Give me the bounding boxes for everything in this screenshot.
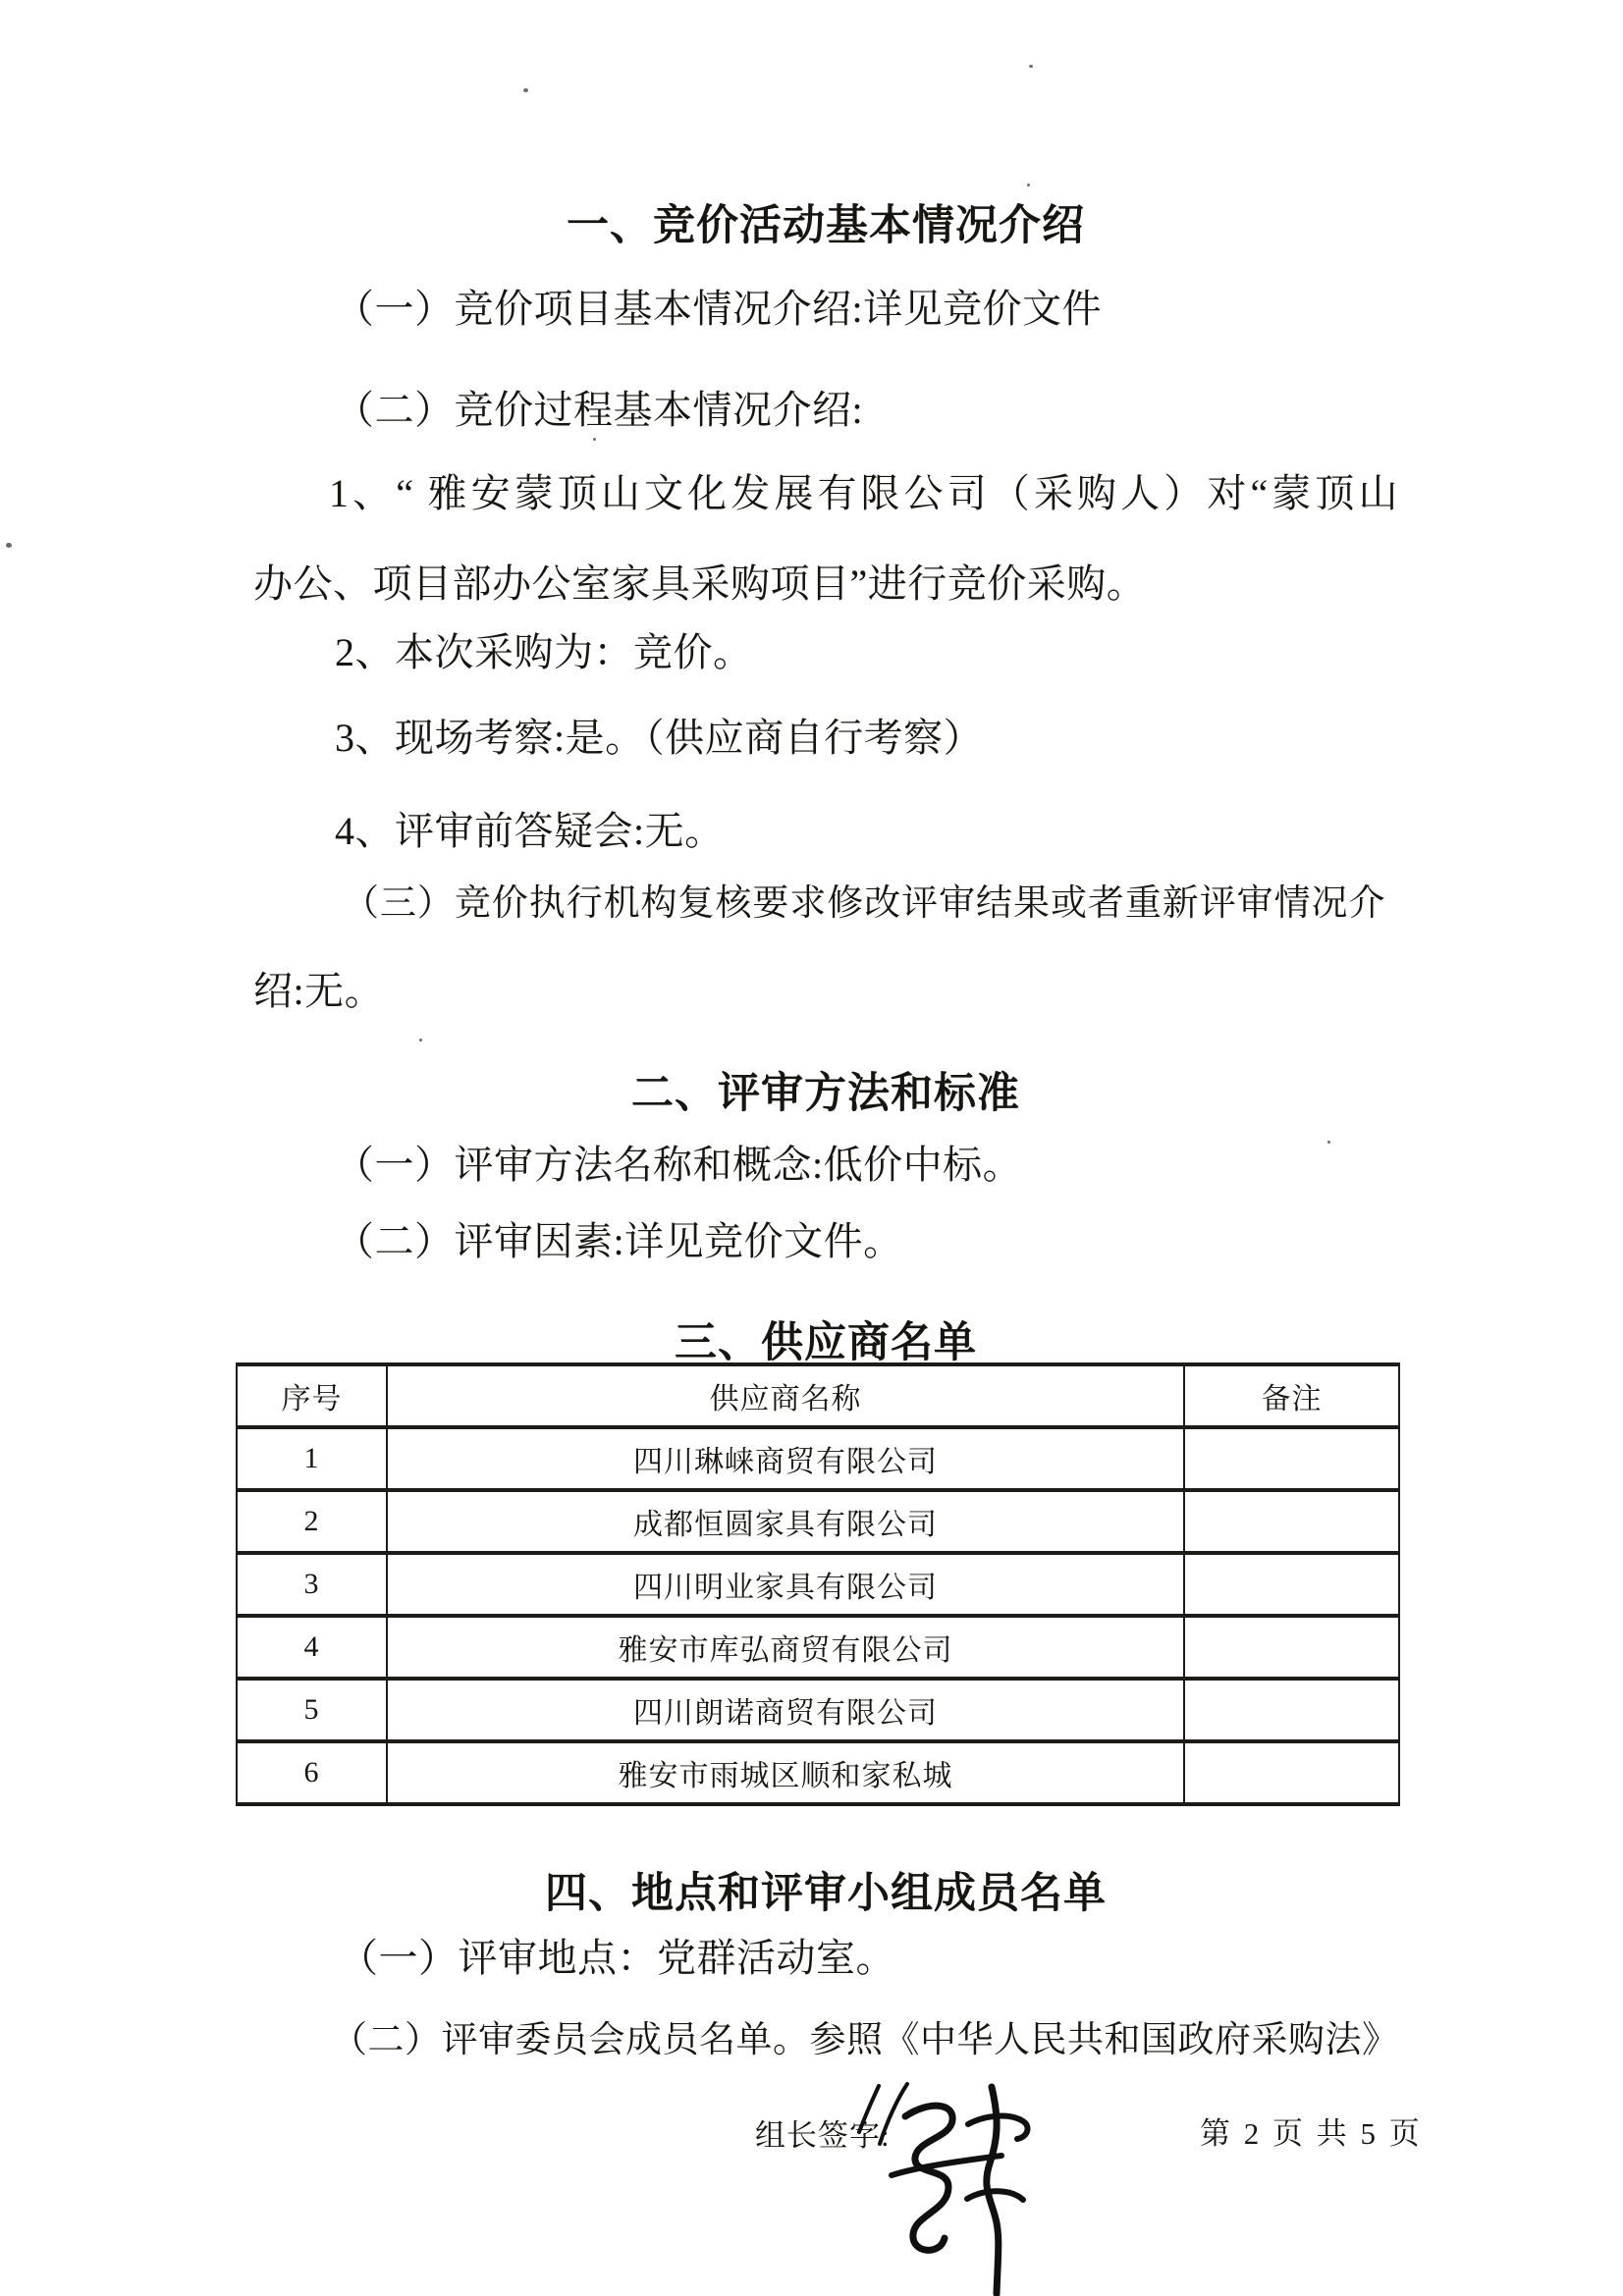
- supplier-name: 四川明业家具有限公司: [387, 1553, 1184, 1616]
- table-row: [237, 1679, 1399, 1741]
- row-index: 2: [237, 1490, 387, 1553]
- col-header-index: 序号: [237, 1364, 387, 1427]
- section1-item3-line1: 1、“ 雅安蒙顶山文化发展有限公司（采购人）对“蒙顶山: [329, 471, 1398, 515]
- scan-speck: [1327, 1141, 1330, 1144]
- table-row: [237, 1616, 1399, 1679]
- section1-item5: 3、现场考察:是。（供应商自行考察）: [335, 716, 984, 760]
- table-row: [237, 1553, 1399, 1616]
- section4-item1: （一）评审地点：党群活动室。: [339, 1936, 895, 1980]
- leader-signature-scribble: [852, 2079, 1058, 2296]
- row-index: 6: [237, 1741, 387, 1804]
- section4-title: 四、地点和评审小组成员名单: [545, 1871, 1107, 1917]
- supplier-name: 四川琳崃商贸有限公司: [387, 1427, 1184, 1490]
- row-note: [1184, 1741, 1399, 1804]
- suppliers-table: [236, 1362, 1400, 1806]
- table-row: [237, 1741, 1399, 1804]
- row-index: 1: [237, 1427, 387, 1490]
- supplier-name: 四川朗诺商贸有限公司: [387, 1679, 1184, 1741]
- row-note: [1184, 1427, 1399, 1490]
- scan-speck: [1029, 65, 1033, 68]
- section1-item4: 2、本次采购为：竞价。: [335, 630, 753, 674]
- section3-title: 三、供应商名单: [675, 1320, 977, 1366]
- section2-item2: （二）评审因素:详见竞价文件。: [335, 1219, 903, 1263]
- scan-speck: [6, 543, 12, 548]
- leader-signature-label: 组长签字:: [755, 2118, 891, 2153]
- supplier-name: 雅安市库弘商贸有限公司: [387, 1616, 1184, 1679]
- supplier-name: 雅安市雨城区顺和家私城: [387, 1741, 1184, 1804]
- table-row: [237, 1490, 1399, 1553]
- table-row: [237, 1427, 1399, 1490]
- row-note: [1184, 1490, 1399, 1553]
- scan-speck: [593, 438, 596, 441]
- row-index: 5: [237, 1679, 387, 1741]
- section1-item1: （一）竞价项目基本情况介绍:详见竞价文件: [335, 287, 1103, 331]
- row-index: 3: [237, 1553, 387, 1616]
- scan-speck: [419, 1039, 422, 1041]
- section1-item6: 4、评审前答疑会:无。: [335, 809, 725, 853]
- section1-item2: （二）竞价过程基本情况介绍:: [335, 388, 864, 432]
- section2-title: 二、评审方法和标准: [631, 1071, 1020, 1117]
- suppliers-header-row: [237, 1364, 1399, 1427]
- row-note: [1184, 1553, 1399, 1616]
- row-note: [1184, 1616, 1399, 1679]
- section1-item7-line1: （三）竞价执行机构复核要求修改评审结果或者重新评审情况介: [343, 883, 1385, 924]
- scan-speck: [523, 88, 528, 92]
- row-index: 4: [237, 1616, 387, 1679]
- supplier-name: 成都恒圆家具有限公司: [387, 1490, 1184, 1553]
- col-header-note: 备注: [1184, 1364, 1399, 1427]
- section1-item3-line2: 办公、项目部办公室家具采购项目”进行竞价采购。: [253, 561, 1147, 606]
- page-number: 第 2 页 共 5 页: [1200, 2116, 1423, 2151]
- scan-speck: [1027, 184, 1030, 187]
- col-header-supplier-name: 供应商名称: [387, 1364, 1184, 1427]
- section1-title: 一、竞价活动基本情况介绍: [567, 203, 1085, 249]
- row-note: [1184, 1679, 1399, 1741]
- section1-item7-line2: 绍:无。: [253, 969, 385, 1013]
- section2-item1: （一）评审方法名称和概念:低价中标。: [335, 1143, 1023, 1187]
- section4-item2: （二）评审委员会成员名单。参照《中华人民共和国政府采购法》: [331, 2020, 1399, 2060]
